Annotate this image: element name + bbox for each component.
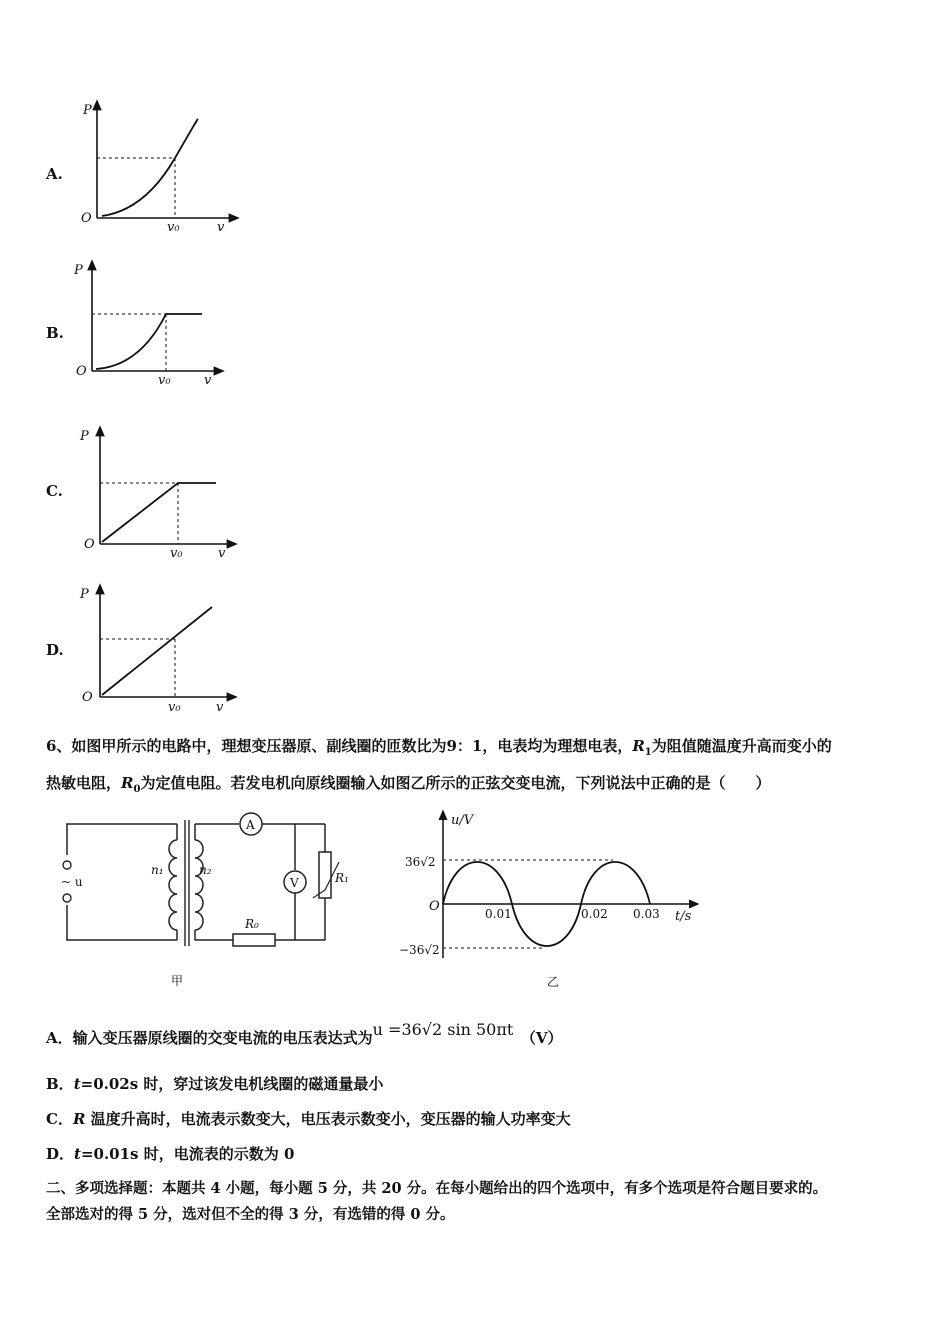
wave-caption: 乙	[547, 975, 560, 989]
primary-wire-bottom	[67, 905, 177, 940]
graph-c	[78, 424, 248, 564]
primary-coil	[169, 840, 177, 930]
q6-option-d-t: t	[74, 1145, 81, 1163]
formula-u: u	[372, 1020, 383, 1039]
n1-label: n₁	[151, 863, 164, 877]
curve	[102, 607, 212, 695]
q6-option-c-text: 温度升高时，电流表示数变大，电压表示数变小，变压器的输人功率变大	[85, 1110, 571, 1128]
circuit-caption: 甲	[171, 974, 184, 988]
q6-option-c-r: R	[72, 1110, 86, 1128]
curve	[102, 483, 216, 542]
x-label: v	[218, 546, 226, 561]
graph-a	[75, 98, 245, 238]
tick-label: v₀	[167, 220, 180, 235]
q6-option-b-t: t	[73, 1075, 81, 1093]
r1-label: R₁	[335, 871, 349, 885]
ammeter-label: A	[246, 818, 255, 832]
q6-r0-sub: 0	[133, 784, 141, 795]
q6-text-1a: 6、如图甲所示的电路中，理想变压器原、副线圈的匝数比为9：1，电表均为理想电表，	[46, 737, 633, 755]
origin-label: O	[76, 364, 87, 379]
q6-option-a	[46, 1020, 563, 1049]
x-label: v	[204, 373, 212, 388]
question-6-line-2	[46, 772, 916, 801]
source-label: ~ u	[61, 875, 83, 889]
q6-text-2a: 热敏电阻，	[46, 774, 122, 792]
formula-mid: =36√2 sin 50	[382, 1020, 497, 1039]
secondary-coil	[195, 840, 203, 930]
option-c-letter: C.	[46, 482, 63, 500]
voltmeter-label: V	[290, 876, 299, 890]
terminal-bottom	[63, 894, 71, 902]
x-tick-2: 0.02	[581, 907, 608, 921]
q6-option-c-letter: C．	[46, 1110, 73, 1128]
r0-label: R₀	[245, 917, 259, 931]
y-max-label: 36√2	[405, 855, 436, 869]
q6-option-a-unit: （V）	[528, 1029, 563, 1047]
origin-label: O	[82, 690, 93, 705]
origin-label: O	[429, 899, 440, 914]
y-min-label: −36√2	[399, 943, 440, 957]
section-2-line-2: 全部选对的得 5 分，选对但不全的得 3 分，有选错的得 0 分。	[46, 1206, 455, 1223]
option-d-letter: D.	[46, 641, 64, 659]
q6-option-a-text: A．输入变压器原线圈的交变电流的电压表达式为	[46, 1029, 373, 1047]
x-label: v	[217, 220, 225, 235]
q6-text-1b: 为阻值随温度升高而变小的	[651, 737, 832, 755]
n2-label: n₂	[199, 863, 212, 877]
q6-option-d-text: =0.01s 时，电流表的示数为 0	[80, 1145, 295, 1163]
q6-option-d	[46, 1143, 294, 1165]
resistor-r0	[233, 934, 275, 946]
y-label: P	[74, 263, 83, 278]
q6-option-b	[46, 1073, 383, 1095]
x-label: v	[216, 700, 224, 715]
circuit-diagram	[55, 810, 349, 1000]
y-label: P	[83, 103, 92, 118]
tick-label: v₀	[158, 373, 171, 388]
terminal-top	[63, 861, 71, 869]
q6-text-2b: 为定值电阻。若发电机向原线圈输入如图乙所示的正弦交变电流，下列说法中正确的是（ ）	[140, 774, 771, 792]
y-label: P	[80, 429, 89, 444]
q6-option-d-letter: D．	[46, 1145, 75, 1163]
q6-r1-sub: 1	[644, 747, 652, 758]
tick-label: v₀	[168, 700, 181, 715]
tick-label: v₀	[170, 546, 183, 561]
y-label: P	[80, 587, 89, 602]
section-2-line-1: 二、多项选择题：本题共 4 小题，每小题 5 分，共 20 分。在每小题给出的四个选项中，有多个选项是符合题目要求的。	[46, 1180, 828, 1197]
graph-d	[78, 582, 248, 717]
graph-b	[70, 258, 240, 393]
question-6-line-1	[46, 735, 916, 764]
formula-end: πt	[496, 1020, 514, 1039]
q6-option-b-letter: B．	[46, 1075, 74, 1093]
q6-r0: R	[121, 774, 134, 792]
q6-option-c	[46, 1108, 571, 1130]
q6-option-b-text: =0.02s 时，穿过该发电机线圈的磁通量最小	[80, 1075, 384, 1093]
origin-label: O	[81, 211, 92, 226]
curve	[96, 314, 202, 369]
origin-label: O	[84, 537, 95, 552]
x-tick-3: 0.03	[633, 907, 660, 921]
y-label: u/V	[451, 813, 474, 828]
x-label: t/s	[675, 909, 692, 924]
q6-r1: R	[632, 737, 645, 755]
primary-wire-top	[67, 824, 177, 855]
option-b-letter: B.	[46, 324, 64, 342]
thermistor-r1	[319, 852, 331, 898]
option-a-letter: A.	[46, 165, 63, 183]
curve	[102, 119, 198, 216]
waveform-diagram	[395, 808, 705, 998]
x-tick-1: 0.01	[485, 907, 512, 921]
